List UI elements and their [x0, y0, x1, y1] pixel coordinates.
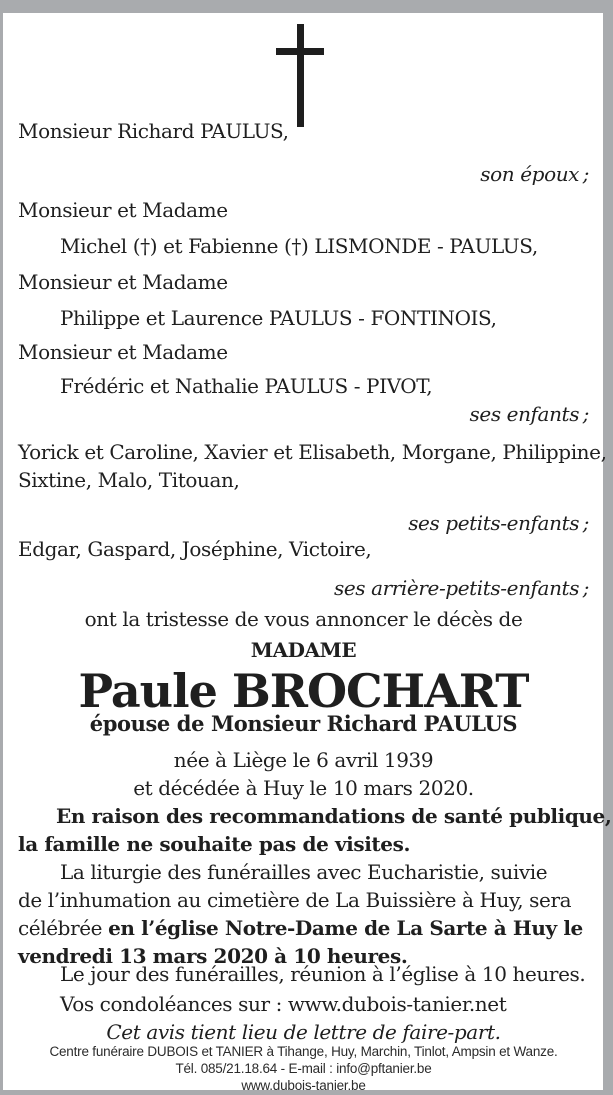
deceased-spouse-line: épouse de Monsieur Richard PAULUS: [89, 711, 518, 736]
relation-label-grandchildren: ses petits-enfants ;: [408, 511, 589, 535]
mourner-line: Philippe et Laurence PAULUS - FONTINOIS,: [60, 306, 497, 330]
ceremony-line-normal: célébrée: [18, 916, 109, 940]
cross-horizontal-bar: [276, 48, 324, 55]
mourner-line: Yorick et Caroline, Xavier et Elisabeth, Morgane, Philippine,: [18, 440, 607, 464]
ceremony-line-church: en l’église Notre-Dame de La Sarte à Huy le: [108, 916, 583, 940]
ceremony-line: de l’inhumation au cimetière de La Buissière à Huy, sera: [18, 888, 572, 912]
mourner-line: Monsieur et Madame: [18, 270, 228, 294]
relation-label-children: ses enfants ;: [469, 402, 589, 426]
ceremony-line: La liturgie des funérailles avec Eucharistie, suivie: [60, 860, 548, 884]
funeral-home-website: www.dubois-tanier.be: [241, 1078, 366, 1093]
funeral-home-line: Centre funéraire DUBOIS et TANIER à Tihange, Huy, Marchin, Tinlot, Ampsin et Wanze.: [49, 1044, 558, 1059]
mourner-line: Monsieur et Madame: [18, 198, 228, 222]
deceased-title: MADAME: [250, 638, 357, 662]
funeral-home-contact: Tél. 085/21.18.64 - E-mail : info@pftanier.be: [175, 1061, 432, 1076]
covid-notice-line: En raison des recommandations de santé publique,: [56, 804, 612, 828]
mourner-line: Edgar, Gaspard, Joséphine, Victoire,: [18, 537, 372, 561]
deceased-birth-line: née à Liège le 6 avril 1939: [173, 748, 434, 772]
mourner-line: Sixtine, Malo, Titouan,: [18, 468, 240, 492]
mourner-line: Monsieur Richard PAULUS,: [18, 119, 289, 143]
condolences-line: Vos condoléances sur : www.dubois-tanier.net: [60, 992, 507, 1016]
deceased-death-line: et décédée à Huy le 10 mars 2020.: [133, 776, 474, 800]
mourner-line: Frédéric et Nathalie PAULUS - PIVOT,: [60, 374, 433, 398]
relation-label-spouse: son époux ;: [480, 162, 589, 186]
memorial-cross-icon: [276, 24, 324, 127]
obituary-notice-card: [3, 13, 612, 1093]
mourner-line: Monsieur et Madame: [18, 340, 228, 364]
deceased-name: Paule BROCHART: [78, 664, 529, 718]
meeting-line: Le jour des funérailles, réunion à l’église à 10 heures.: [60, 962, 586, 986]
relation-label-great-grandchildren: ses arrière-petits-enfants ;: [333, 576, 589, 600]
cross-vertical-bar: [297, 24, 304, 127]
ceremony-date-line: vendredi 13 mars 2020 à 10 heures.: [18, 944, 408, 968]
announcement-line: ont la tristesse de vous annoncer le décès de: [84, 607, 523, 631]
mourner-line: Michel (†) et Fabienne (†) LISMONDE - PAULUS,: [60, 234, 538, 258]
ceremony-line: [18, 916, 589, 940]
closing-line: Cet avis tient lieu de lettre de faire-part.: [106, 1020, 501, 1044]
covid-notice-line: la famille ne souhaite pas de visites.: [18, 832, 411, 856]
